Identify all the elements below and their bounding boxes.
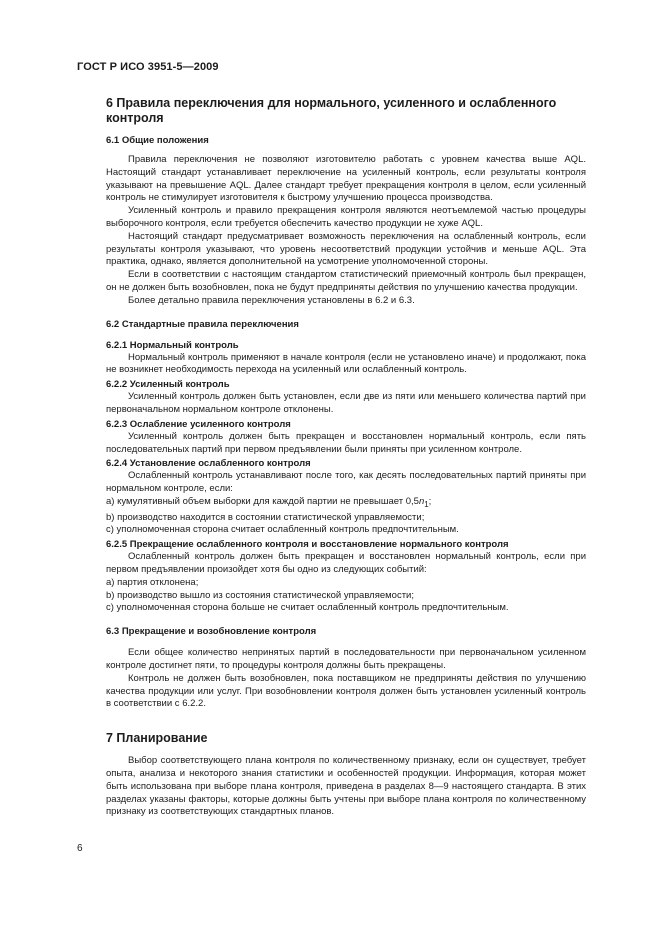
- list-item-punct: ;: [428, 495, 432, 507]
- section-6-3-title: 6.3 Прекращение и возобновление контроля: [106, 626, 317, 638]
- list-item: c) уполномоченная сторона считает ослабленный контроль предпочтительным.: [106, 524, 459, 536]
- paragraph: Настоящий стандарт предусматривает возможность переключения на ослабленный контроль, если результаты контроля указывают, что уровень несоответствий продукции устойчив и меньше AQL. Эта практика, однако, является дополнительной на усмотрение уполномоченной стороны.: [106, 230, 586, 268]
- paragraph: Более детально правила переключения установлены в 6.2 и 6.3.: [128, 294, 415, 306]
- paragraph: Ослабленный контроль устанавливают после того, как десять последовательных партий приняты при нормальном контроле, если:: [106, 470, 586, 495]
- paragraph: Контроль не должен быть возобновлен, пока поставщиком не предприняты действия по улучшению качества продукции или услуг. При возобновлении контроля должен быть установлен усиленный контроль в соответствии с 6.2.2.: [106, 672, 586, 710]
- list-item: b) производство вышло из состояния статистической управляемости;: [106, 589, 414, 601]
- page-number: 6: [77, 843, 83, 854]
- variable-n: n: [418, 495, 425, 507]
- paragraph: Усиленный контроль должен быть установлен, если две из пяти или меньшего количества партий при первоначальном нормальном контроле отклонены.: [106, 391, 586, 415]
- section-6-2-4-title: 6.2.4 Установление ослабленного контроля: [106, 458, 311, 470]
- section-6-2-2-title: 6.2.2 Усиленный контроль: [106, 379, 230, 391]
- list-item: a) партия отклонена;: [106, 576, 199, 588]
- paragraph: Ослабленный контроль должен быть прекращен и восстановлен нормальный контроль, если при первом предъявлении произойдет хотя бы одно из следующих событий:: [106, 551, 586, 576]
- paragraph: Усиленный контроль должен быть прекращен и восстановлен нормальный контроль, если пять последовательных партий при первом предъявлении были приняты при усиленном контроле.: [106, 430, 586, 455]
- paragraph: Нормальный контроль применяют в начале контроля (если не установлено иначе) и продолжают, пока не возникнет необходимость перехода на усиленный или ослабленный контроль.: [106, 351, 586, 376]
- paragraph: Если общее количество непринятых партий в последовательности при первоначальном усиленном контроле достигнет пяти, то процедуры контроля должны быть прекращены.: [106, 647, 586, 671]
- paragraph: Если в соответствии с настоящим стандартом статистический приемочный контроль был прекращен, он не должен быть возобновлен, пока не будут предприняты действия по улучшению качества продукции.: [106, 269, 586, 293]
- section-6-title: 6 Правила переключения для нормального, усиленного и ослабленного контроля: [106, 96, 557, 125]
- list-item: [106, 496, 586, 512]
- paragraph: Выбор соответствующего плана контроля по количественному признаку, если он существует, требует опыта, анализа и некоторого знания статистики и особенностей продукции. Информация, которая может быть использована при выборе плана контроля, приведена в разделах 8—9 настоящего стандарта. В этих разделах указаны факторы, которые должны быть учтены при выборе плана контроля по количественному признаку из соответствующих стандартных планов.: [106, 755, 586, 818]
- list-item: b) производство находится в состоянии статистической управляемости;: [106, 511, 425, 523]
- list-item-text: a) кумулятивный объем выборки для каждой партии не превышает 0,5: [106, 495, 419, 507]
- section-6-2-3-title: 6.2.3 Ослабление усиленного контроля: [106, 418, 291, 430]
- subscript: 1: [424, 499, 429, 509]
- document-body: [106, 96, 586, 819]
- document-header: ГОСТ Р ИСО 3951-5—2009: [77, 61, 219, 73]
- section-6-2-1-title: 6.2.1 Нормальный контроль: [106, 339, 239, 351]
- paragraph: Усиленный контроль и правило прекращения контроля являются неотъемлемой частью процедуры выборочного контроля, если требуется обеспечить качество продукции не хуже AQL.: [106, 205, 586, 229]
- section-6-1-title: 6.1 Общие положения: [106, 135, 209, 146]
- paragraph: Правила переключения не позволяют изготовителю работать с уровнем качества выше AQL. Настоящий стандарт устанавливает переключение на усиленный контроль, если результаты контроля указывают на превышение AQL. Далее стандарт требует прекращения контроля в целом, если усиленный контроль не стимулирует изготовителя к быстрому улучшению процесса производства.: [106, 154, 586, 204]
- section-6-2-title: 6.2 Стандартные правила переключения: [106, 318, 299, 330]
- list-item: c) уполномоченная сторона больше не считает ослабленный контроль предпочтительным.: [106, 602, 509, 614]
- section-7-title: 7 Планирование: [106, 731, 208, 746]
- section-6-2-5-title: 6.2.5 Прекращение ослабленного контроля и восстановление нормального контроля: [106, 539, 509, 551]
